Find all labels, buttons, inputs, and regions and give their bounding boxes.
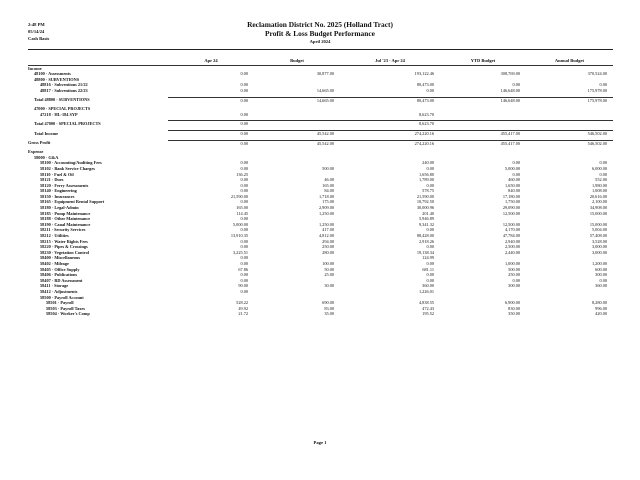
amount-cell: 0.00 [240, 188, 248, 194]
account-label: 58411 · Storage [40, 283, 69, 289]
account-label: 58110 · Fuel & Oil [40, 171, 74, 177]
amount-cell: 193,122.46 [414, 71, 434, 77]
amount-cell: 1,718.00 [318, 193, 334, 199]
amount-cell: 0.00 [426, 277, 434, 283]
amount-cell: 0.00 [240, 261, 248, 266]
amount-cell: 5,000.00 [232, 221, 248, 227]
amount-cell: 0.00 [512, 171, 520, 177]
column-header-row [28, 58, 613, 65]
amount-cell: 5,004.00 [591, 227, 607, 233]
amount-cell: 300.00 [508, 283, 520, 289]
amount-cell: 0.00 [426, 182, 434, 188]
amount-cell: 0.00 [168, 130, 254, 136]
amount-cell: 146,648.00 [440, 97, 526, 103]
amount-cell: 0.00 [512, 277, 520, 283]
amount-cell: 49.92 [238, 305, 248, 311]
amount-cell: 350.00 [508, 311, 520, 317]
amount-cell: 690.00 [322, 300, 334, 306]
header-divider [28, 49, 613, 50]
account-label: 58100 · Accounting/Auditing Fees [40, 160, 102, 166]
amount-cell: 84.00 [324, 188, 334, 194]
amount-cell: 146,648.00 [500, 87, 520, 93]
amount-cell: 17,180.00 [502, 193, 520, 199]
amount-cell: 0.00 [426, 87, 434, 93]
amount-cell: 1,000.00 [504, 261, 520, 266]
amount-cell: 294.00 [322, 238, 334, 244]
amount-cell: 274,220.16 [340, 140, 440, 146]
account-label: 58406 · Publications [40, 272, 78, 278]
amount-cell: 0.00 [240, 87, 248, 93]
amount-cell: 0.00 [240, 238, 248, 244]
amount-cell: 0.00 [426, 272, 434, 278]
amount-cell: 1,250.00 [318, 221, 334, 227]
amount-cell: 360.00 [595, 283, 607, 289]
amount-cell: 25.00 [324, 272, 334, 278]
amount-cell: 0.00 [240, 277, 248, 283]
account-label: Income [28, 65, 42, 71]
amount-cell: 250.00 [508, 272, 520, 278]
pl-table [28, 58, 613, 317]
amount-cell: 4,812.00 [318, 233, 334, 239]
amount-cell: 455,417.00 [440, 140, 526, 146]
amount-cell: 0.00 [240, 182, 248, 188]
amount-cell: 14,665.00 [316, 87, 334, 93]
amount-cell: 370,524.00 [587, 71, 607, 77]
amount-cell: 2,440.00 [504, 249, 520, 255]
account-label: 58212 · Utilities [40, 233, 69, 239]
amount-cell: 1,226.01 [418, 288, 434, 294]
amount-cell: 0.00 [240, 71, 248, 77]
amount-cell: 0.00 [599, 160, 607, 166]
amount-cell: 3,528.00 [591, 238, 607, 244]
amount-cell: 1,980.00 [591, 182, 607, 188]
amount-cell: 0.00 [599, 171, 607, 177]
amount-cell: 45,542.00 [254, 130, 340, 136]
account-label: 58120 · Ferry Assessments [40, 182, 89, 188]
account-label: 58400 · Miscellaneous [40, 255, 81, 261]
amount-cell: 472.43 [422, 305, 434, 311]
amount-cell: 830.00 [508, 305, 520, 311]
amount-cell: 300.00 [595, 272, 607, 278]
amount-cell: 88,428.00 [416, 233, 434, 239]
amount-cell: 528.22 [236, 300, 248, 306]
amount-cell: 0.00 [240, 288, 248, 294]
account-label: 58165 · Equipment Rental Support [40, 199, 105, 205]
account-label: 58211 · Security Services [40, 227, 86, 233]
account-label: 58504 · Worker's Comp [46, 311, 90, 317]
account-label: 58190 · Canal Maintenance [40, 221, 91, 227]
amount-cell: 0.00 [426, 165, 434, 171]
amount-cell: 90.00 [238, 283, 248, 289]
column-header-account [28, 58, 168, 65]
account-label: 58220 · Pipes & Crossings [40, 244, 88, 250]
amount-cell: 0.00 [240, 160, 248, 166]
amount-cell: 201.40 [422, 210, 434, 216]
amount-cell: 1,750.00 [504, 199, 520, 205]
table-row [28, 311, 613, 317]
account-label: 48817 · Subventions 22/23 [40, 87, 88, 93]
amount-cell: 100.00 [322, 261, 334, 266]
amount-cell: 114.45 [236, 210, 248, 216]
amount-cell: 46.00 [324, 177, 334, 183]
report-date: 05/14/24 [28, 29, 45, 34]
amount-cell: 5,000.00 [504, 165, 520, 171]
amount-cell: 1,656.80 [418, 171, 434, 177]
amount-cell: 9,341.32 [418, 221, 434, 227]
amount-cell: 67.86 [238, 266, 248, 272]
account-label: 48800 · SUBVENTIONS [34, 76, 80, 82]
account-label: Expense [28, 149, 44, 155]
amount-cell: 175,978.00 [587, 87, 607, 93]
amount-cell: 0.00 [512, 160, 520, 166]
account-label: 58402 · Mileage [40, 261, 69, 266]
amount-cell: 80,473.00 [416, 82, 434, 88]
amount-cell: 840.00 [508, 188, 520, 194]
amount-cell: 500.00 [508, 266, 520, 272]
amount-cell: 165.00 [322, 182, 334, 188]
report-title: Reclamation District No. 2025 (Holland Tract) [247, 20, 393, 29]
account-label: 58140 · Engineering [40, 188, 77, 194]
account-label: 58185 · Pump Maintenance [40, 210, 91, 216]
amount-cell: 0.00 [599, 82, 607, 88]
report-time: 2:48 PM [28, 22, 45, 27]
account-label: 48816 · Subventions 21/22 [40, 82, 88, 88]
amount-cell: 35.00 [324, 311, 334, 317]
amount-cell: 165.00 [236, 205, 248, 211]
amount-cell: 0.00 [240, 199, 248, 205]
amount-cell: 4,170.00 [504, 227, 520, 233]
account-label: Total 47000 · SPECIAL PROJECTS [34, 121, 101, 127]
amount-cell: 1,008.00 [591, 188, 607, 194]
amount-cell: 21.72 [238, 311, 248, 317]
amount-cell: 600.00 [595, 266, 607, 272]
amount-cell: 0.00 [168, 140, 254, 146]
amount-cell: 83.00 [324, 305, 334, 311]
amount-cell: 308,769.00 [500, 71, 520, 77]
amount-cell: 2,918.26 [418, 238, 434, 244]
amount-cell: 360.00 [422, 283, 434, 289]
report-subtitle: Profit & Loss Budget Performance [265, 29, 375, 38]
amount-cell: 124.99 [422, 255, 434, 261]
amount-cell: 417.00 [322, 227, 334, 233]
amount-cell: 21,590.00 [416, 193, 434, 199]
amount-cell: 460.00 [508, 177, 520, 183]
amount-cell: 3,225.51 [232, 249, 248, 255]
amount-cell: 500.00 [322, 165, 334, 171]
amount-cell: 0.00 [240, 111, 248, 117]
page-number: Page 1 [313, 440, 327, 445]
amount-cell: 30,000.96 [416, 205, 434, 211]
amount-cell: 1,200.00 [591, 261, 607, 266]
account-label: 58503 · Payroll Taxes [46, 305, 85, 311]
account-label: Total 48800 · SUBVENTIONS [34, 97, 90, 103]
amount-cell: 578.75 [422, 188, 434, 194]
account-label: 58501 · Payroll [46, 300, 74, 306]
amount-cell: 420.00 [595, 311, 607, 317]
amount-cell: 1,250.00 [318, 210, 334, 216]
account-label: 58407 · RD Assessment [40, 277, 83, 283]
amount-cell: 0.00 [512, 82, 520, 88]
account-label: 47000 · SPECIAL PROJECTS [34, 106, 91, 112]
amount-cell: 0.00 [240, 244, 248, 250]
amount-cell: 8,623.70 [418, 111, 434, 117]
amount-cell: 136.25 [236, 171, 248, 177]
amount-cell: 0.00 [240, 272, 248, 278]
amount-cell: 0.00 [168, 121, 254, 127]
amount-cell: 2,500.00 [504, 244, 520, 250]
amount-cell: 34,908.00 [589, 205, 607, 211]
amount-cell: 47,784.00 [502, 233, 520, 239]
amount-cell: 10,792.50 [416, 199, 434, 205]
amount-cell: 2,940.00 [504, 238, 520, 244]
account-label: 58188 · Other Maintenance [40, 216, 91, 222]
amount-cell: 455,417.00 [440, 130, 526, 136]
account-label: 58412 · Adjustments [40, 288, 78, 294]
account-label: 58102 · Bank Service Charges [40, 165, 95, 171]
amount-cell: 8,623.70 [340, 121, 440, 127]
amount-cell: 552.00 [595, 177, 607, 183]
column-header: YTD Budget [440, 58, 526, 65]
account-label: 58180 · Legal-Admin [40, 205, 79, 211]
account-label: 47218 · HL-184 SYP [40, 111, 78, 117]
amount-cell: 3,000.00 [591, 249, 607, 255]
amount-cell: 15,000.00 [589, 210, 607, 216]
amount-cell: 12,500.00 [502, 221, 520, 227]
amount-cell: 1,789.00 [418, 177, 434, 183]
amount-cell: 2,909.00 [318, 205, 334, 211]
column-header: Apr 24 [168, 58, 254, 65]
amount-cell: 50.00 [324, 266, 334, 272]
amount-cell: 2,100.00 [591, 199, 607, 205]
amount-cell: 250.00 [322, 244, 334, 250]
column-header: Budget [254, 58, 340, 65]
amount-cell: 280.00 [322, 249, 334, 255]
amount-cell: 19,138.34 [416, 249, 434, 255]
amount-cell: 6,900.00 [504, 300, 520, 306]
amount-cell: 13,910.35 [230, 233, 248, 239]
account-label: 58000 · G&A [34, 154, 59, 160]
column-header: Annual Budget [526, 58, 613, 65]
amount-cell: 546,502.00 [526, 130, 613, 136]
account-label: 58215 · Water Rights Fees [40, 238, 88, 244]
amount-cell: 0.00 [599, 277, 607, 283]
amount-cell: 195.52 [422, 311, 434, 317]
amount-cell: 0.00 [168, 97, 254, 103]
amount-cell: 175.00 [322, 199, 334, 205]
amount-cell: 0.00 [426, 261, 434, 266]
amount-cell: 6,000.00 [591, 165, 607, 171]
account-label: 48100 · Assessments [34, 71, 71, 77]
amount-cell: 0.00 [426, 227, 434, 233]
amount-cell: 21,590.00 [230, 193, 248, 199]
amount-cell: 8,280.00 [591, 300, 607, 306]
account-label: 58150 · Insurances [40, 193, 75, 199]
amount-cell: 996.00 [595, 305, 607, 311]
amount-cell: 14,665.00 [254, 97, 340, 103]
amount-cell: 15,000.00 [589, 221, 607, 227]
amount-cell: 0.00 [240, 227, 248, 233]
amount-cell: 5,946.89 [418, 216, 434, 222]
amount-cell: 30.00 [324, 283, 334, 289]
pl-rows [28, 65, 613, 317]
amount-cell: 29,090.00 [502, 205, 520, 211]
account-label: 58500 · Payroll Account [40, 294, 84, 300]
amount-cell: 0.00 [240, 216, 248, 222]
column-header: Jul '23 - Apr 24 [340, 58, 440, 65]
amount-cell: 0.00 [240, 177, 248, 183]
report-heading [0, 20, 640, 46]
account-label: 58405 · Office Supply [40, 266, 80, 272]
amount-cell: 0.00 [240, 165, 248, 171]
amount-cell: 30,877.00 [316, 71, 334, 77]
report-period: April 2024 [309, 39, 331, 44]
amount-cell: 3,000.00 [591, 244, 607, 250]
amount-cell: 4,838.55 [418, 300, 434, 306]
amount-cell: 175,978.00 [526, 97, 613, 103]
account-label: 58230 · Vegetation Control [40, 249, 89, 255]
amount-cell: 681.11 [422, 266, 434, 272]
amount-cell: 274,220.16 [340, 130, 440, 136]
amount-cell: 57,408.00 [589, 233, 607, 239]
report-basis: Cash Basis [28, 36, 50, 41]
amount-cell: 240.00 [422, 160, 434, 166]
account-label: 58121 · Dues [40, 177, 64, 183]
amount-cell: 45,542.00 [254, 140, 340, 146]
amount-cell: 0.00 [240, 82, 248, 88]
amount-cell: 80,473.00 [340, 97, 440, 103]
amount-cell: 20,616.00 [589, 193, 607, 199]
amount-cell: 546,502.00 [526, 140, 613, 146]
amount-cell: 12,500.00 [502, 210, 520, 216]
amount-cell: 0.00 [240, 255, 248, 261]
account-label: Total Income [34, 130, 59, 136]
account-label: Gross Profit [28, 140, 51, 146]
amount-cell: 0.00 [426, 244, 434, 250]
amount-cell: 1,650.00 [504, 182, 520, 188]
